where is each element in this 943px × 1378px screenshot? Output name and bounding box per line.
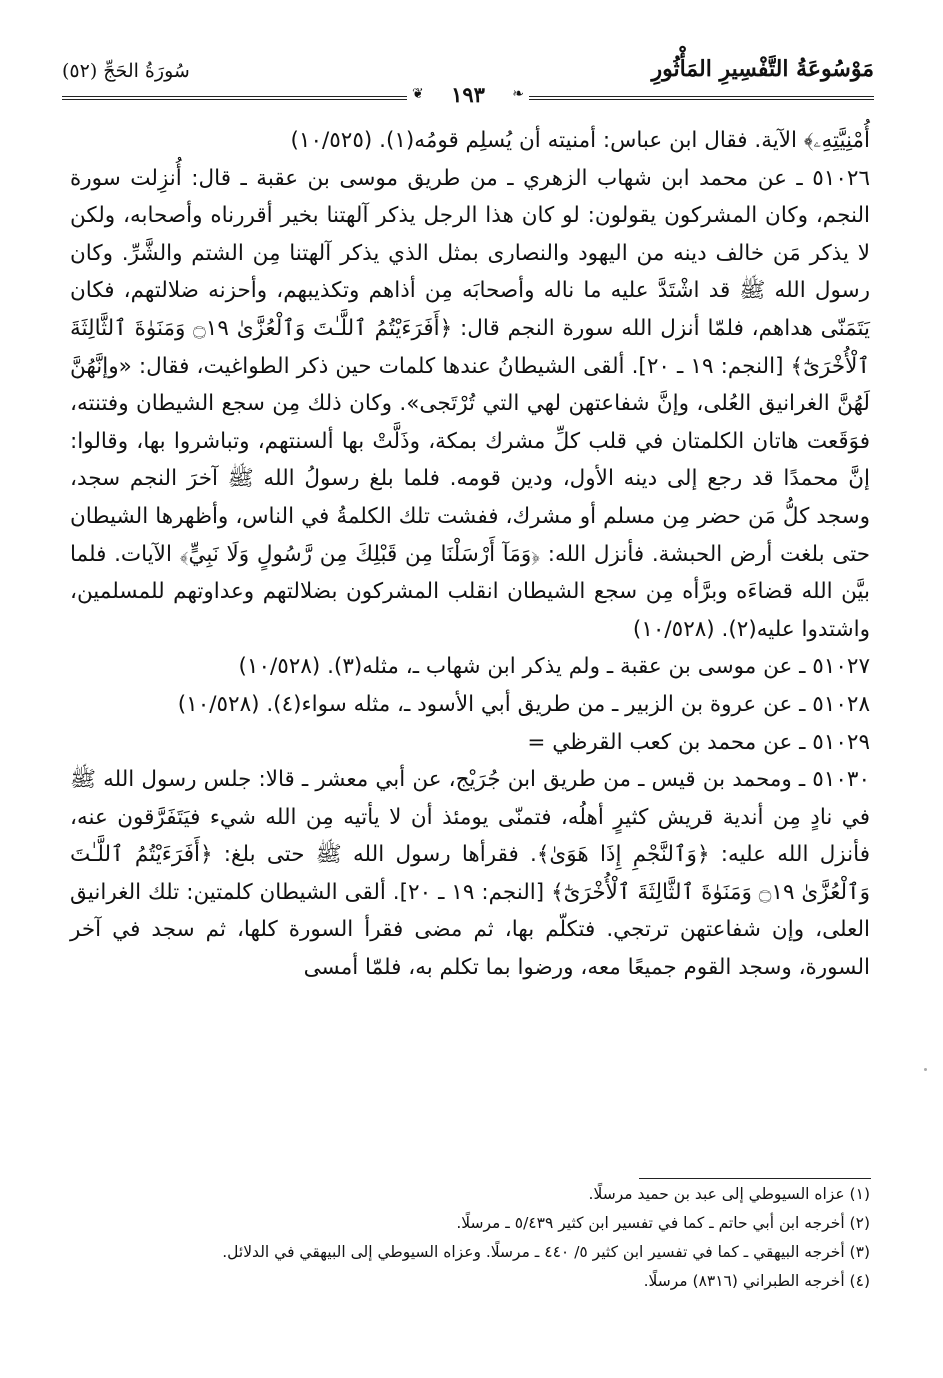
running-header	[62, 52, 874, 110]
paragraph: أُمْنِيَّتِهِۦ﴾ الآية. فقال ابن عباس: أمنيته أن يُسلِم قومُه(١). (١٠/٥٢٥)	[290, 128, 870, 153]
footnote: (٤) أخرجه الطبراني (٨٣١٦) مرسلًا.	[643, 1272, 870, 1290]
page-number: ١٩٣	[451, 82, 485, 107]
footnotes	[70, 1180, 870, 1296]
ornament-icon: ❧	[512, 86, 524, 102]
hadith-entry: ٥١٠٢٦ ـ عن محمد ابن شهاب الزهري ـ من طريق موسى بن عقبة ـ قال: أُنزِلت سورة النجم، وكان المشركون يقولون: لو كان هذا الرجل يذكر آلهتنا بخير أقررناه وأصحابه، ولكن لا يذكر مَن خالف دينه من اليهود والنصارى بمثل الذي يذكر آلهتنا مِن الشتم والشَّرِّ. وكان رسول الله ﷺ قد اشْتَدَّ عليه ما ناله وأصحابَه مِن أذاهم وتكذيبهم، وأحزنه ضلالتهم، فكان يَتَمَنّى هداهم، فلمّا أنزل الله سورة النجم قال: ﴿أَفَرَءَيْتُمُ ٱللَّـٰتَ وَٱلْعُزَّىٰ ۝١٩ وَمَنَوٰةَ ٱلثَّالِثَةَ ٱلْأُخْرَىٰٓ﴾ [النجم: ١٩ ـ ٢٠]. ألقى الشيطانُ عندها كلمات حين ذكر الطواغيت، فقال: «وإنَّهُنَّ لَهُنَّ الغرانيق العُلى، وإنَّ شفاعتهن لهي التي تُرْتَجى». وكان ذلك مِن سجع الشيطان وفتنته، فوَقَعت هاتان الكلمتان في قلب كلِّ مشرك بمكة، وذَلَّتْ بها ألسنتهم، وتباشروا بها، وقالوا: إنَّ محمدًا قد رجع إلى دينه الأول، ودين قومه. فلما بلغ رسولُ الله ﷺ آخرَ النجم سجد، وسجد كلُّ مَن حضر مِن مسلم أو مشرك، ففشت تلك الكلمةُ في الناس، وأظهرها الشيطان حتى بلغت أرض الحبشة. فأنزل الله: ﴿وَمَآ أَرْسَلْنَا مِن قَبْلِكَ مِن رَّسُولٍ وَلَا نَبِيٍّ﴾ الآيات. فلما بيَّن الله قضاءَه وبرَّأه مِن سجع الشيطان انقلب المشركون بضلالتهم وعداوتهم للمسلمين، واشتدوا عليه(٢). (١٠/٥٢٨)	[70, 165, 870, 642]
hadith-entry: ٥١٠٢٧ ـ عن موسى بن عقبة ـ ولم يذكر ابن شهاب ـ، مثله(٣). (١٠/٥٢٨)	[238, 654, 870, 680]
footnote: (١) عزاه السيوطي إلى عبد بن حميد مرسلًا.	[588, 1185, 870, 1203]
sura-label: سُورَةُ الحَجِّ (٥٢)	[62, 60, 190, 82]
footnote: (٣) أخرجه البيهقي ـ كما في تفسير ابن كثير ٥/ ٤٤٠ ـ مرسلًا. وعزاه السيوطي إلى البيهقي في الدلائل.	[222, 1243, 870, 1261]
hadith-entry: ٥١٠٣٠ ـ ومحمد بن قيس ـ من طريق ابن جُرَيْج، عن أبي معشر ـ قالا: جلس رسول الله ﷺ في نادٍ مِن أندية قريش كثيرٍ أهلُه، فتمنّى يومئذ أن لا يأتيه مِن الله شيء فيَتَفَرَّقون عنه، فأنزل الله عليه: ﴿وَٱلنَّجْمِ إِذَا هَوَىٰ﴾. فقرأها رسول الله ﷺ حتى بلغ: ﴿أَفَرَءَيْتُمُ ٱللَّـٰتَ وَٱلْعُزَّىٰ ۝١٩ وَمَنَوٰةَ ٱلثَّالِثَةَ ٱلْأُخْرَىٰٓ﴾ [النجم: ١٩ ـ ٢٠]. ألقى الشيطان كلمتين: تلك الغرانيق العلى، وإن شفاعتهن ترتجي. فتكلّم بها، ثم مضى فقرأ السورة كلها، ثم سجد في آخر السورة، وسجد القوم جميعًا معه، ورضوا بما تكلم به، فلمّا أمسى	[70, 767, 871, 981]
hadith-entry: ٥١٠٢٨ ـ عن عروة بن الزبير ـ من طريق أبي الأسود ـ، مثله سواء(٤). (١٠/٥٢٨)	[177, 691, 870, 717]
main-text	[70, 122, 870, 987]
book-title: مَوْسُوعَةُ التَّفْسِيرِ المَأْثُورِ	[651, 56, 874, 82]
hadith-entry: ٥١٠٢٩ ـ عن محمد بن كعب القرظي =	[527, 729, 870, 755]
scan-speck	[924, 1068, 927, 1071]
footnote-divider	[639, 1178, 871, 1179]
ornament-icon: ❦	[412, 86, 424, 102]
footnote: (٢) أخرجه ابن أبي حاتم ـ كما في تفسير ابن كثير ٥/٤٣٩ ـ مرسلًا.	[456, 1214, 870, 1232]
